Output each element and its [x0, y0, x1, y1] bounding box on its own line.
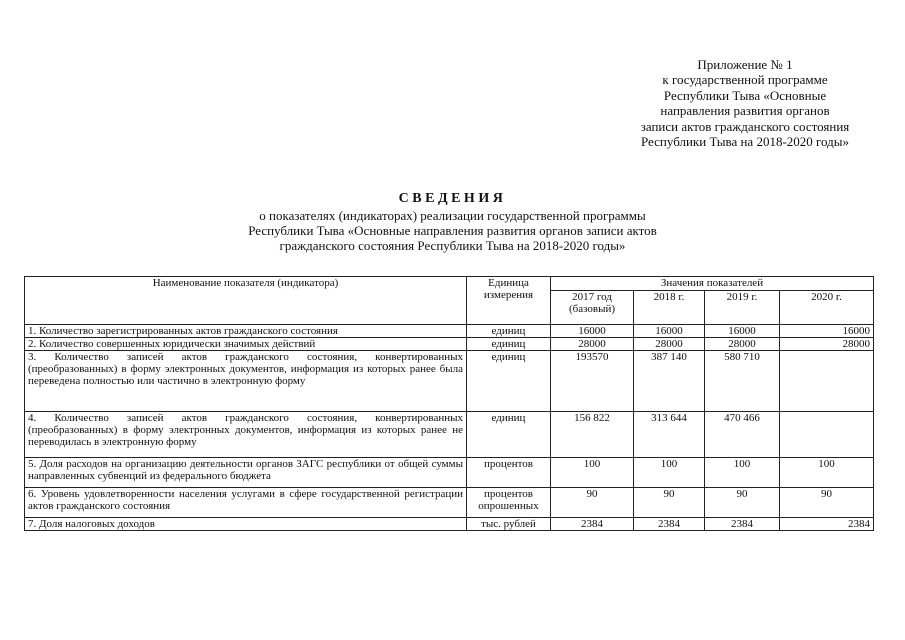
- value-cell: [780, 351, 874, 412]
- subtitle-line: Республики Тыва «Основные направления развития органов записи актов: [248, 223, 657, 238]
- value-cell: 28000: [705, 338, 780, 351]
- value-cell: 90: [634, 488, 705, 518]
- appendix-note: [600, 57, 890, 149]
- table-row: [25, 458, 874, 488]
- value-cell: [780, 412, 874, 458]
- indicator-name: 4. Количество записей актов гражданского состояния, конвертированных (преобразованных) в форму электронных документов, информация из которых ранее не переводилась в электронную форму: [25, 412, 467, 458]
- value-cell: 100: [634, 458, 705, 488]
- value-cell: 90: [551, 488, 634, 518]
- document-title: СВЕДЕНИЯ: [398, 191, 507, 206]
- value-cell: 193570: [551, 351, 634, 412]
- value-cell: 16000: [705, 325, 780, 338]
- indicator-name: 2. Количество совершенных юридически значимых действий: [25, 338, 467, 351]
- value-cell: 100: [705, 458, 780, 488]
- appendix-line: к государственной программе: [662, 72, 828, 88]
- value-cell: 470 466: [705, 412, 780, 458]
- header-year: 2017 год (базовый): [551, 291, 634, 325]
- table-row: [25, 338, 874, 351]
- value-cell: 16000: [634, 325, 705, 338]
- value-cell: 28000: [634, 338, 705, 351]
- value-cell: 313 644: [634, 412, 705, 458]
- table-header-row: [25, 277, 874, 291]
- subtitle-line: о показателях (индикаторах) реализации государственной программы: [259, 208, 646, 223]
- value-cell: 90: [705, 488, 780, 518]
- indicator-name: 5. Доля расходов на организацию деятельности органов ЗАГС республики от общей суммы направленных субвенций из федерального бюджета: [25, 458, 467, 488]
- unit-cell: процентов: [467, 458, 551, 488]
- value-cell: 100: [551, 458, 634, 488]
- unit-cell: единиц: [467, 351, 551, 412]
- unit-cell: единиц: [467, 325, 551, 338]
- header-year: 2020 г.: [780, 291, 874, 325]
- value-cell: 90: [780, 488, 874, 518]
- appendix-line: Приложение № 1: [697, 57, 793, 72]
- title-block: [0, 190, 905, 253]
- header-values: Значения показателей: [551, 277, 874, 291]
- value-cell: 156 822: [551, 412, 634, 458]
- appendix-line: записи актов гражданского состояния: [640, 118, 850, 134]
- indicator-name: 6. Уровень удовлетворенности населения услугами в сфере государственной регистрации актов гражданского состояния: [25, 488, 467, 518]
- value-cell: 16000: [551, 325, 634, 338]
- value-cell: 100: [780, 458, 874, 488]
- value-cell: 2384: [705, 518, 780, 531]
- unit-cell: единиц: [467, 412, 551, 458]
- appendix-line: направления развития органов: [660, 103, 830, 119]
- value-cell: 580 710: [705, 351, 780, 412]
- table-row: [25, 488, 874, 518]
- header-indicator-name: Наименование показателя (индикатора): [25, 277, 467, 325]
- value-cell: 2384: [634, 518, 705, 531]
- table-row: [25, 412, 874, 458]
- value-cell: 2384: [551, 518, 634, 531]
- value-cell: 16000: [780, 325, 874, 338]
- subtitle-line: гражданского состояния Республики Тыва на 2018-2020 годы»: [279, 238, 626, 253]
- indicator-name: 3. Количество записей актов гражданского состояния, конвертированных (преобразованных) в форму электронных документов, информация из которых ранее была переведена полностью или частично в электронную форму: [25, 351, 467, 412]
- header-unit: Единица измерения: [467, 277, 551, 325]
- value-cell: 28000: [551, 338, 634, 351]
- value-cell: 2384: [780, 518, 874, 531]
- value-cell: 28000: [780, 338, 874, 351]
- appendix-line: Республики Тыва на 2018-2020 годы»: [640, 134, 850, 150]
- indicator-name: 1. Количество зарегистрированных актов гражданского состояния: [25, 325, 467, 338]
- indicators-table: [24, 276, 874, 531]
- table-row: [25, 325, 874, 338]
- table-row: [25, 351, 874, 412]
- unit-cell: тыс. рублей: [467, 518, 551, 531]
- appendix-line: Республики Тыва «Основные: [663, 87, 827, 103]
- header-year: 2018 г.: [634, 291, 705, 325]
- unit-cell: процентов опрошенных: [467, 488, 551, 518]
- value-cell: 387 140: [634, 351, 705, 412]
- indicator-name: 7. Доля налоговых доходов: [25, 518, 467, 531]
- header-year: 2019 г.: [705, 291, 780, 325]
- unit-cell: единиц: [467, 338, 551, 351]
- table-row: [25, 518, 874, 531]
